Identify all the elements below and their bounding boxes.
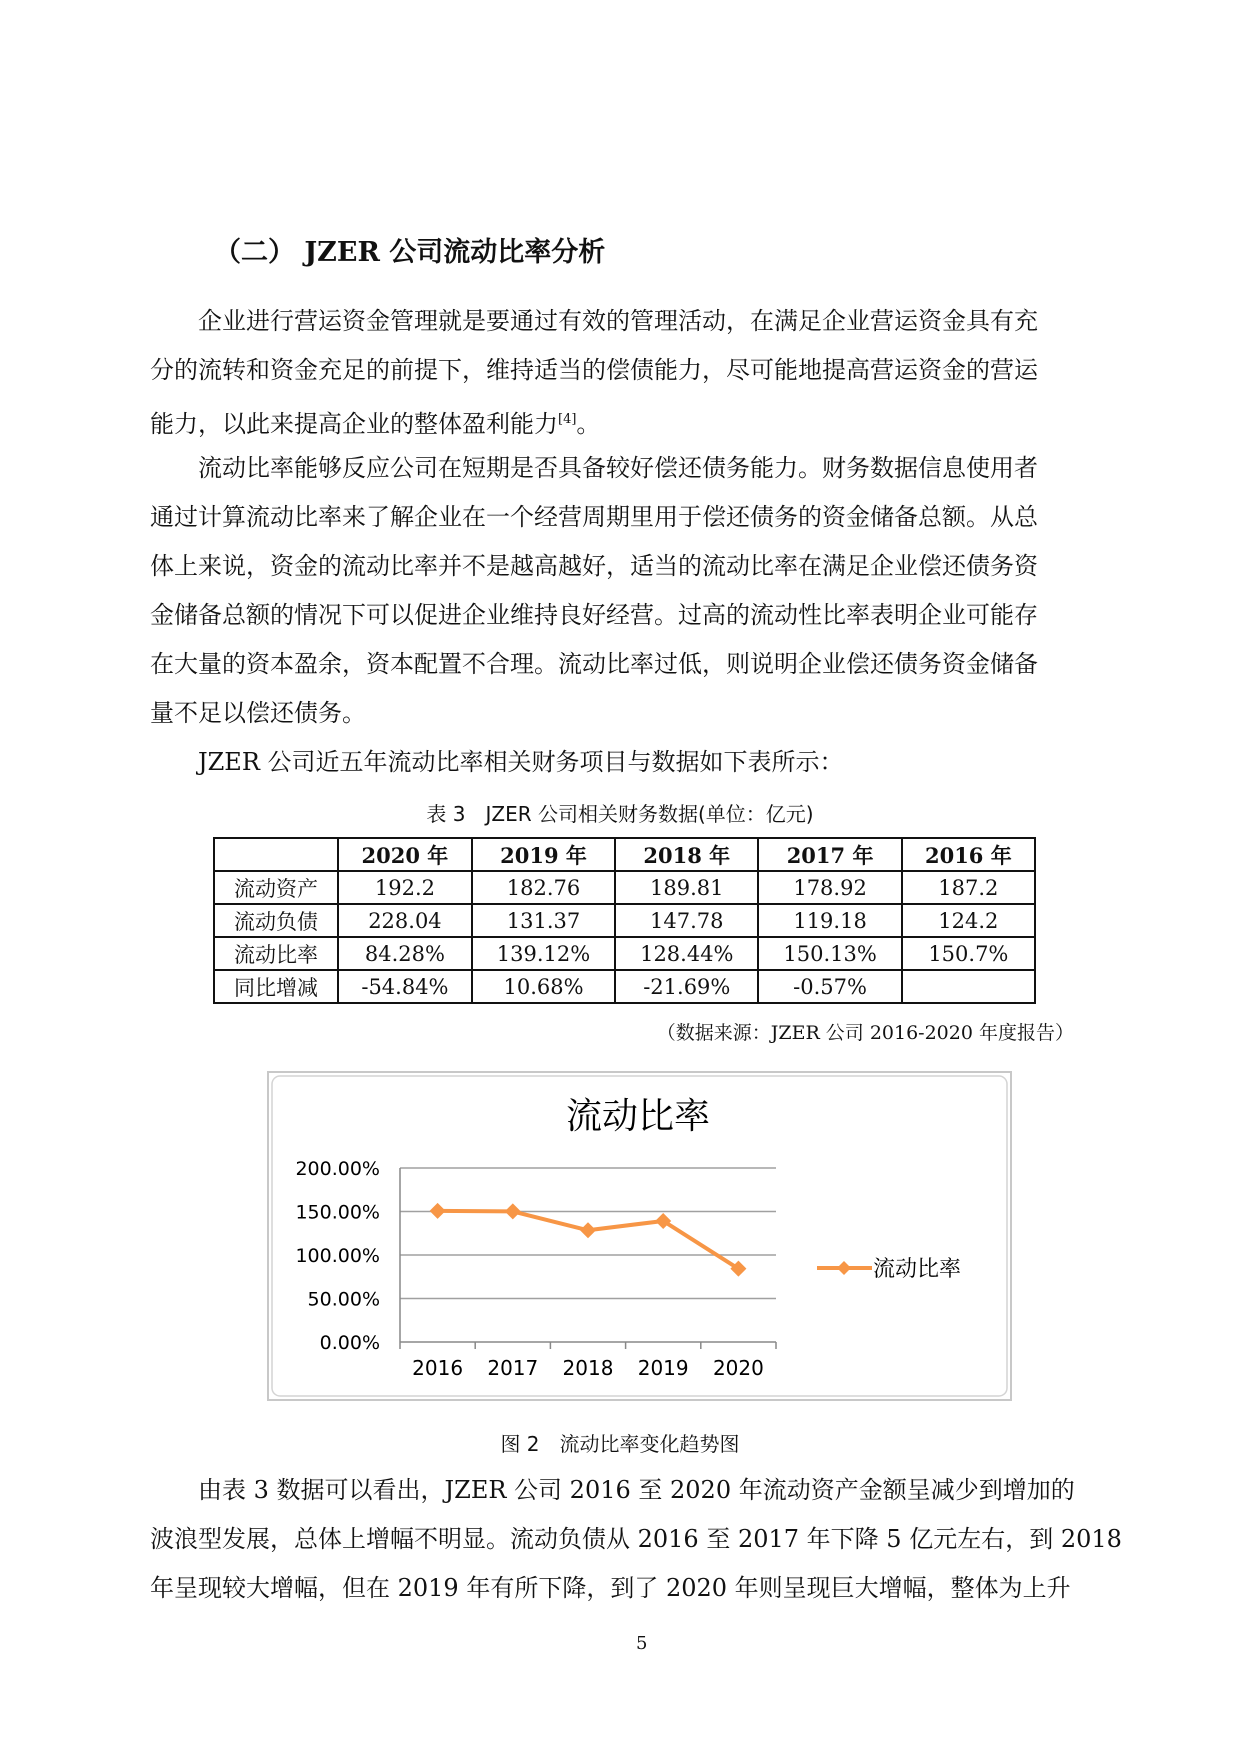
text-line: 在大量的资本盈余，资本配置不合理。流动比率过低，则说明企业偿还债务资金储备 (150, 650, 1038, 678)
header-cell: 2016 年 (902, 838, 1035, 871)
row-label: 流动负债 (214, 904, 338, 937)
source-note: （数据来源：JZER 公司 2016-2020 年度报告） (656, 1022, 1074, 1044)
y-tick-label: 0.00% (319, 1332, 380, 1354)
header-cell: 2019 年 (472, 838, 615, 871)
table-cell: 189.81 (615, 871, 758, 904)
row-label: 流动比率 (214, 937, 338, 970)
section-heading: （二） JZER 公司流动比率分析 (214, 237, 606, 268)
text-line: 通过计算流动比率来了解企业在一个经营周期里用于偿还债务的资金储备总额。从总 (150, 503, 1038, 531)
y-tick-label: 150.00% (295, 1201, 380, 1224)
table-cell: 150.7% (902, 937, 1035, 970)
header-cell: 2020 年 (338, 838, 472, 871)
table-cell: 150.13% (758, 937, 901, 970)
text-line: 年呈现较大增幅，但在 2019 年有所下降，到了 2020 年则呈现巨大增幅，整体为上升 (150, 1574, 1071, 1602)
y-tick-label: 100.00% (295, 1245, 380, 1267)
table-cell: 124.2 (902, 904, 1035, 937)
text-line: 由表 3 数据可以看出，JZER 公司 2016 至 2020 年流动资产金额呈减少到增加的 (150, 1476, 1075, 1504)
header-cell: 2018 年 (615, 838, 758, 871)
text-line: 分的流转和资金充足的前提下，维持适当的偿债能力，尽可能地提高营运资金的营运 (150, 356, 1038, 384)
table-cell: 192.2 (338, 871, 472, 904)
text-tail: 。 (576, 410, 601, 438)
citation: [4] (558, 412, 577, 427)
text-line: 体上来说，资金的流动比率并不是越高越好，适当的流动比率在满足企业偿还债务资 (150, 552, 1038, 580)
text-line: JZER 公司近五年流动比率相关财务项目与数据如下表所示： (150, 748, 844, 776)
y-tick-label: 50.00% (307, 1288, 380, 1311)
table-cell: 10.68% (472, 970, 615, 1003)
table-caption: 表 3 JZER 公司相关财务数据(单位：亿元) (426, 802, 814, 826)
y-tick-label: 200.00% (295, 1158, 380, 1180)
table-cell: 128.44% (615, 937, 758, 970)
table-cell: 139.12% (472, 937, 615, 970)
text-line: 量不足以偿还债务。 (150, 699, 366, 727)
row-label: 同比增减 (214, 970, 338, 1003)
paragraph-analysis (150, 1466, 1122, 1613)
table-cell: 131.37 (472, 904, 615, 937)
table-cell: 182.76 (472, 871, 615, 904)
row-label: 流动资产 (214, 871, 338, 904)
x-tick-label: 2020 (712, 1356, 764, 1380)
x-tick-label: 2016 (412, 1356, 464, 1380)
chart-title: 流动比率 (565, 1096, 711, 1137)
x-tick-label: 2019 (637, 1356, 689, 1380)
table-cell: -54.84% (338, 970, 472, 1003)
table-cell: -0.57% (758, 970, 901, 1003)
table-cell: 228.04 (338, 904, 472, 937)
table-cell: 119.18 (758, 904, 901, 937)
table-cell: 187.2 (902, 871, 1035, 904)
figure-caption: 图 2 流动比率变化趋势图 (500, 1432, 740, 1456)
table-cell: -21.69% (615, 970, 758, 1003)
legend-label: 流动比率 (873, 1257, 962, 1282)
text-line: 企业进行营运资金管理就是要通过有效的管理活动，在满足企业营运资金具有充 (150, 307, 1038, 335)
x-tick-label: 2017 (487, 1356, 539, 1380)
table-cell: 84.28% (338, 937, 472, 970)
text-line: 金储备总额的情况下可以促进企业维持良好经营。过高的流动性比率表明企业可能存 (150, 601, 1038, 629)
text-line: 流动比率能够反应公司在短期是否具备较好偿还债务能力。财务数据信息使用者 (150, 454, 1038, 482)
table-cell: 178.92 (758, 871, 901, 904)
text-line: 波浪型发展，总体上增幅不明显。流动负债从 2016 至 2017 年下降 5 亿元左右，到 2018 (150, 1525, 1122, 1553)
header-cell: 2017 年 (758, 838, 901, 871)
page-number: 5 (636, 1633, 648, 1654)
x-tick-label: 2018 (562, 1356, 614, 1380)
table-cell: 147.78 (615, 904, 758, 937)
text-line: 能力，以此来提高企业的整体盈利能力 (150, 410, 558, 438)
